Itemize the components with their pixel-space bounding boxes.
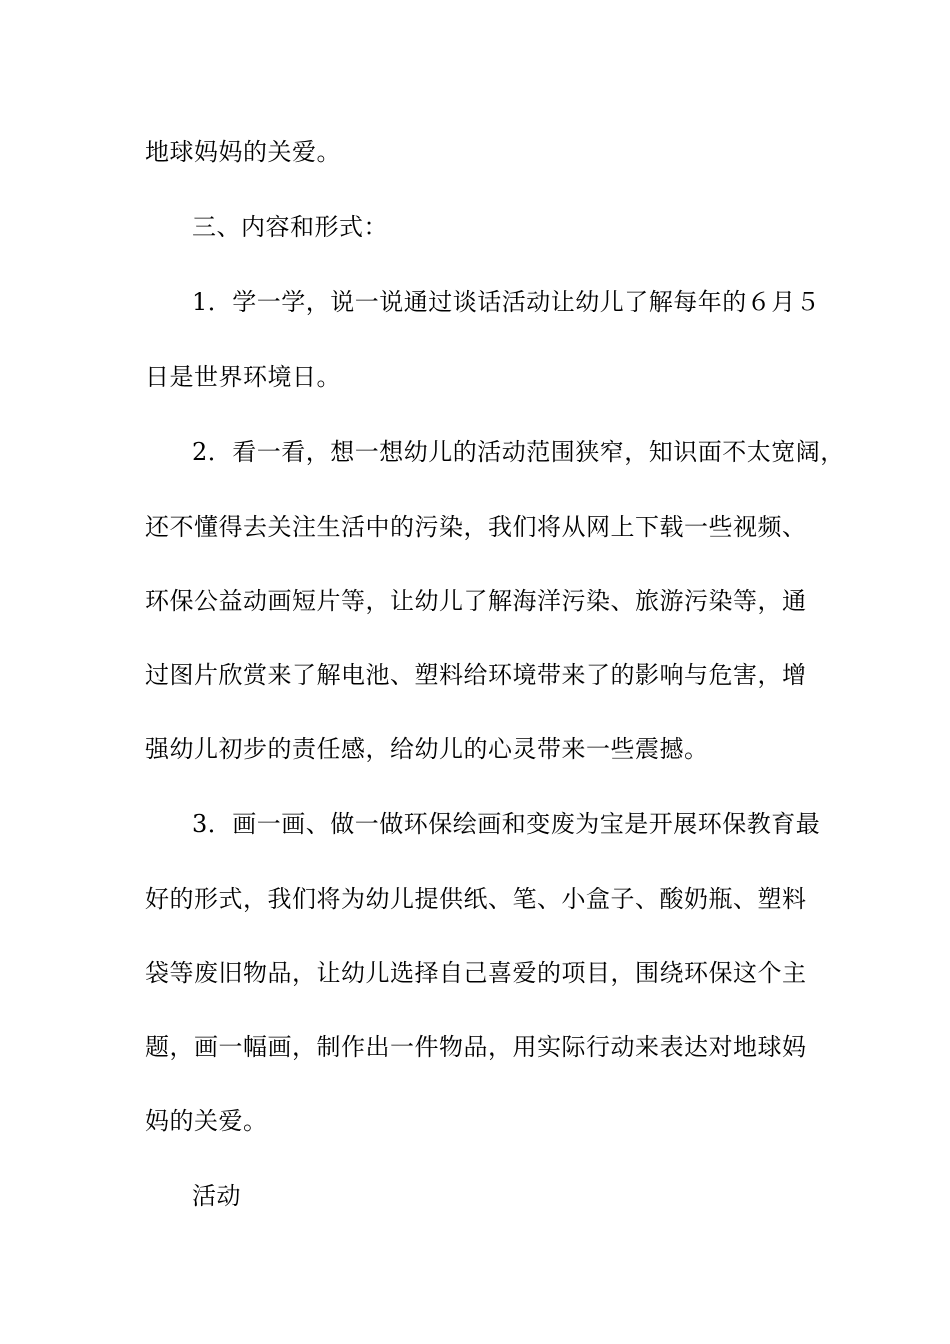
paragraph-line: 过图片欣赏来了解电池、塑料给环境带来了的影响与危害，增	[145, 661, 807, 689]
paragraph-line: 题，画一幅画，制作出一件物品，用实际行动来表达对地球妈	[145, 1033, 807, 1061]
section-heading: 活动	[192, 1182, 241, 1210]
section-heading: 三、内容和形式：	[192, 213, 388, 241]
paragraph-line: 3．画一画、做一做环保绘画和变废为宝是开展环保教育最	[192, 810, 821, 838]
paragraph-line: 环保公益动画短片等，让幼儿了解海洋污染、旅游污染等，通	[145, 587, 807, 615]
paragraph-line: 好的形式，我们将为幼儿提供纸、笔、小盒子、酸奶瓶、塑料	[145, 885, 807, 913]
paragraph-line: 袋等废旧物品，让幼儿选择自己喜爱的项目，围绕环保这个主	[145, 959, 807, 987]
paragraph-line: 2．看一看，想一想幼儿的活动范围狭窄，知识面不太宽阔，	[192, 438, 845, 466]
paragraph-line: 日是世界环境日。	[145, 363, 341, 391]
paragraph-line: 地球妈妈的关爱。	[145, 138, 341, 166]
paragraph-line: 1．学一学，说一说通过谈话活动让幼儿了解每年的６月５	[192, 288, 821, 316]
paragraph-line: 强幼儿初步的责任感，给幼儿的心灵带来一些震撼。	[145, 735, 709, 763]
paragraph-line: 还不懂得去关注生活中的污染，我们将从网上下载一些视频、	[145, 513, 807, 541]
paragraph-line: 妈的关爱。	[145, 1107, 268, 1135]
